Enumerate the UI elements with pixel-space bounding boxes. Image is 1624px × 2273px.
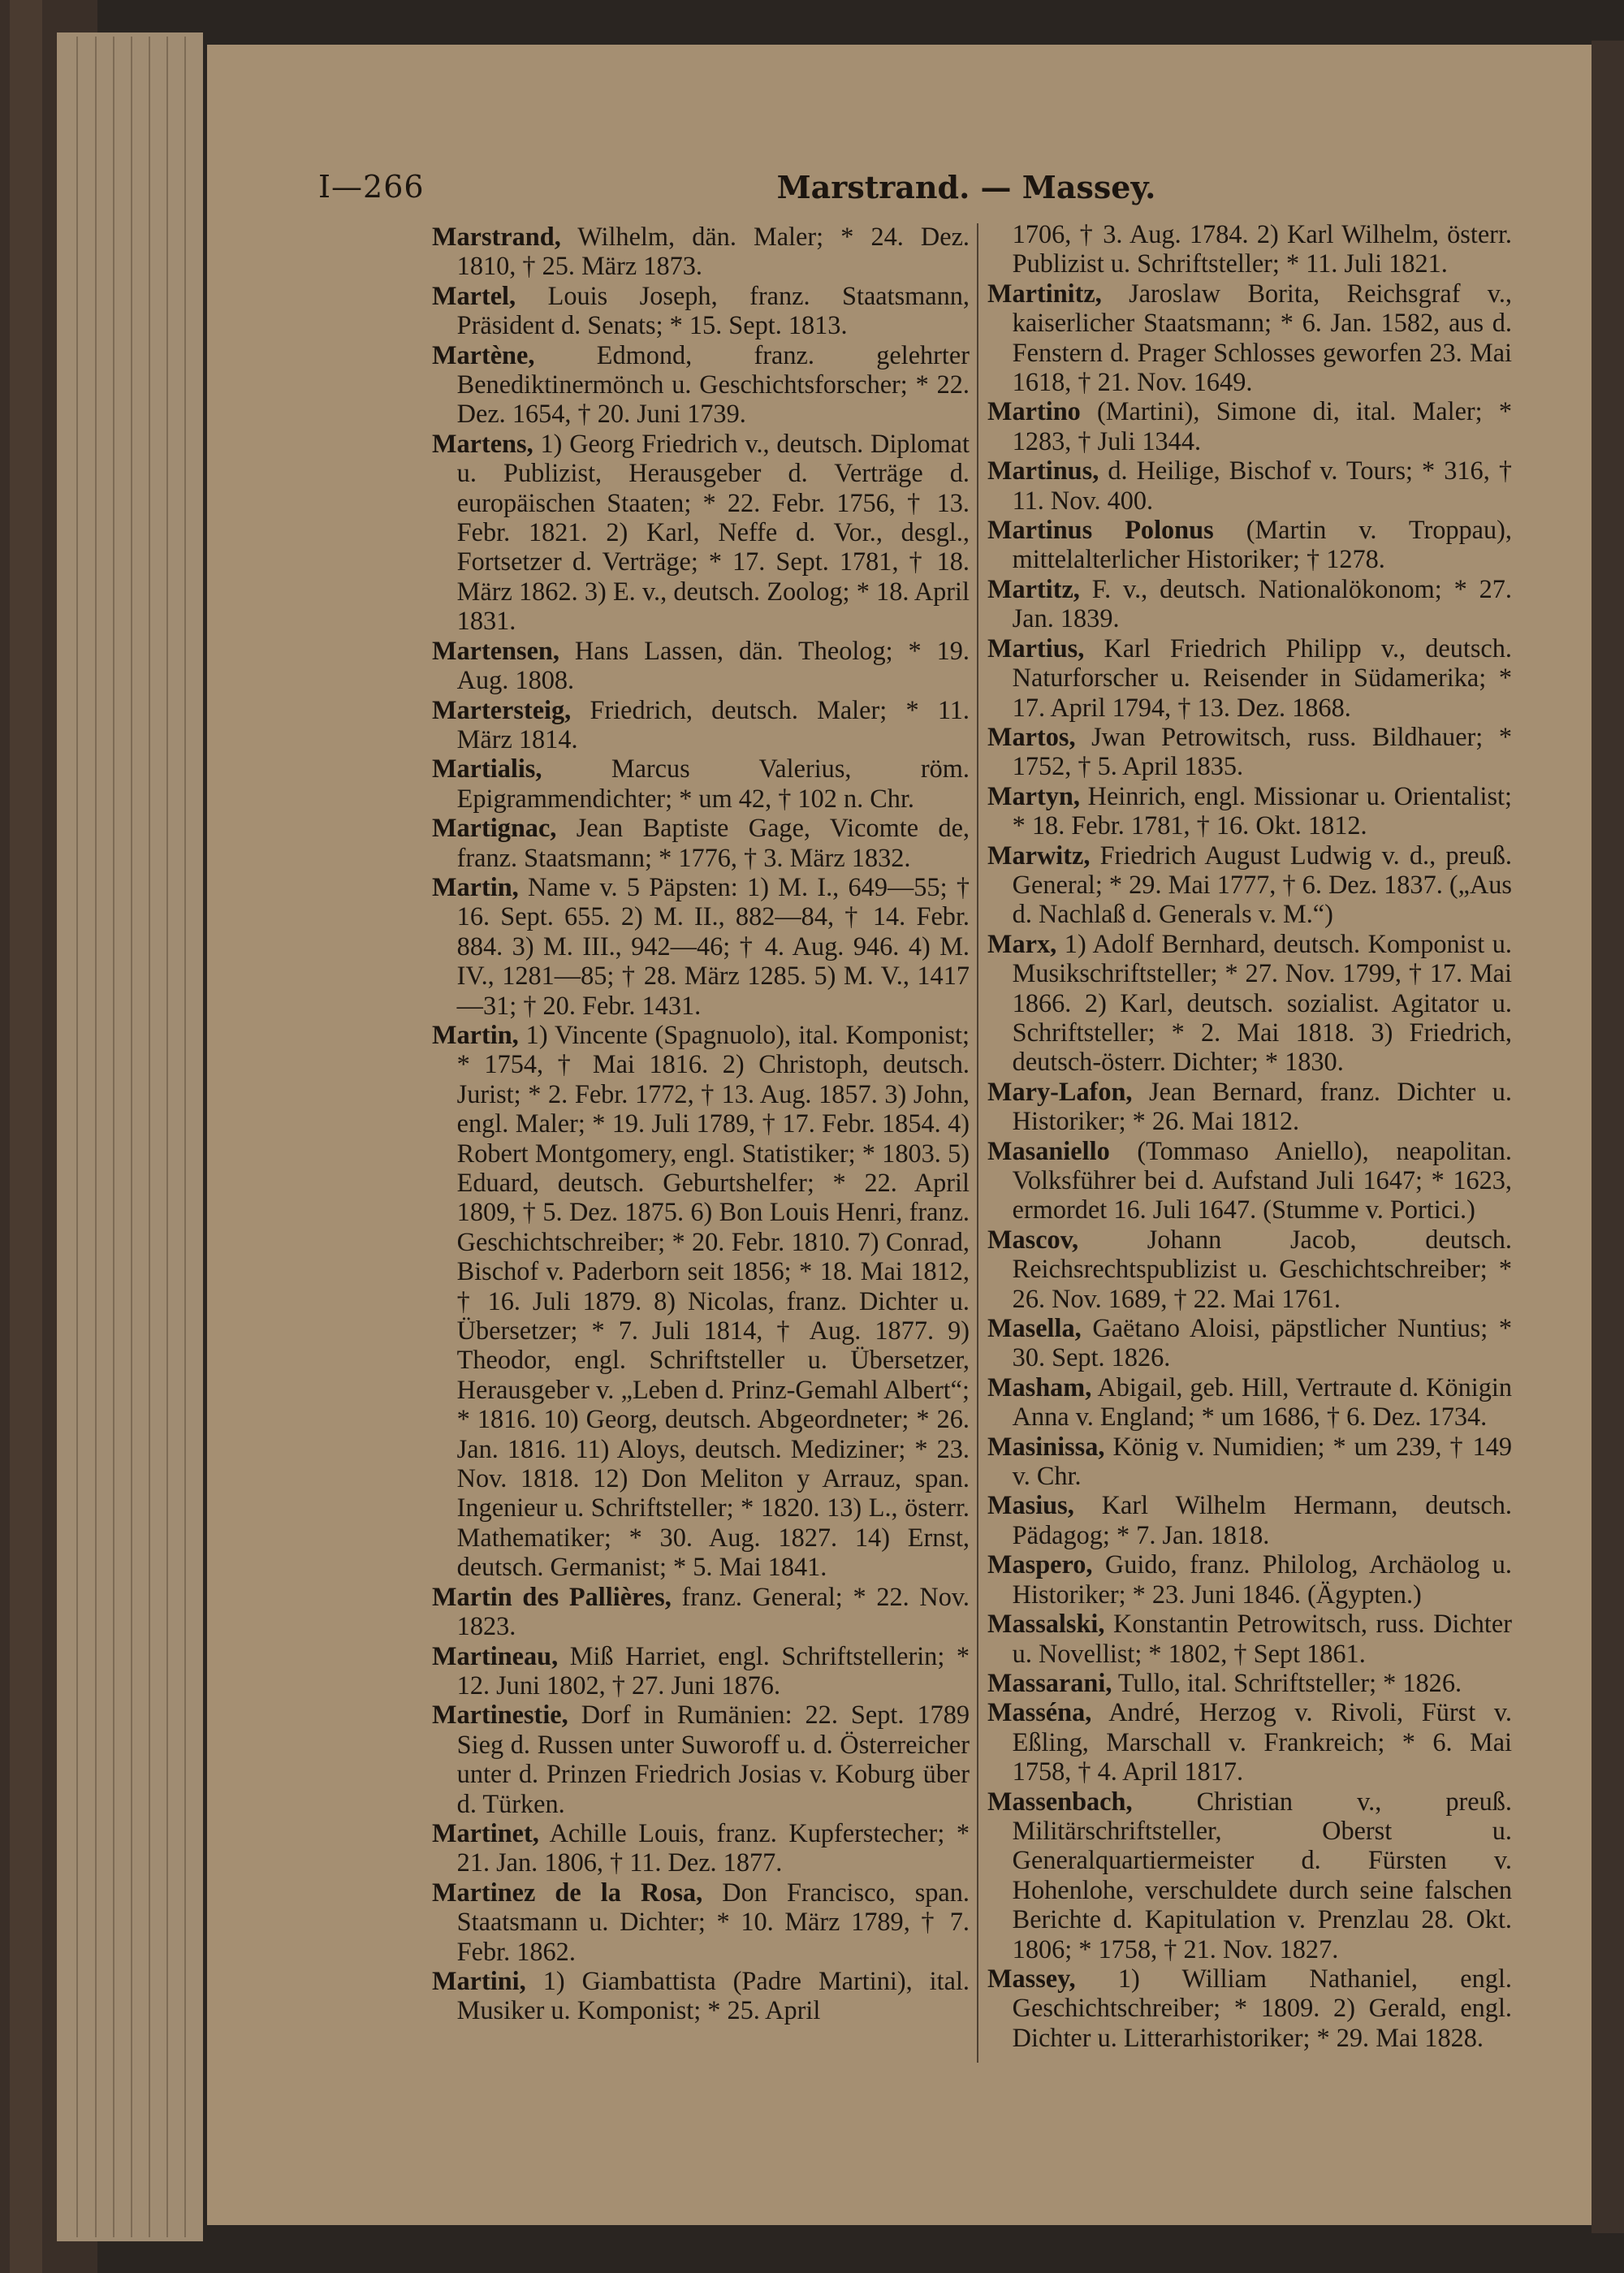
entry-headword: Martinet, (432, 1817, 539, 1847)
dictionary-entry (987, 456, 1512, 515)
entry-text: Name v. 5 Päpsten: 1) M. I., 649—55; † 16. Sept. 655. 2) M. II., 882—84, † 14. Febr. 884. 3) M. III., 942—46; † 4. Aug. 946. 4) M. IV., 1281—85; † 28. März 1285. 5) M. V., 1417—31; † 20. Febr. 1431. (456, 871, 970, 1020)
entry-text: Jwan Petrowitsch, russ. Bildhauer; * 1752, † 5. April 1835. (1012, 721, 1512, 781)
dictionary-entry (432, 1641, 970, 1700)
entry-headword: Martignac, (432, 813, 557, 843)
dictionary-entry (987, 722, 1512, 781)
entry-headword: Masséna, (987, 1697, 1092, 1727)
book-page (215, 47, 1600, 2223)
entry-text: (Martini), Simone di, ital. Maler; * 1283, † Juli 1344. (1012, 396, 1512, 456)
dictionary-entry (432, 754, 970, 813)
dictionary-entry (432, 1020, 970, 1582)
entry-text: Johann Jacob, deutsch. Reichsrechtspublizist u. Geschichtschreiber; * 26. Nov. 1689, † 22. Mai 1761. (1012, 1224, 1512, 1313)
entry-headword: Martinestie, (432, 1700, 568, 1730)
dictionary-entry (432, 813, 970, 872)
entry-headword: Martineau, (432, 1640, 559, 1670)
dictionary-entry (987, 1372, 1512, 1432)
entry-headword: Martino (987, 396, 1081, 426)
entry-headword: Masella, (987, 1313, 1082, 1343)
entry-text: Jean Baptiste Gage, Vicomte de, franz. Staatsmann; * 1776, † 3. März 1832. (456, 813, 970, 872)
dictionary-entry (987, 1313, 1512, 1372)
entry-text: Marcus Valerius, röm. Epigrammendichter; * um 42, † 102 n. Chr. (456, 754, 970, 813)
entry-text: Tullo, ital. Schriftsteller; * 1826. (1112, 1667, 1462, 1697)
dictionary-entry (987, 840, 1512, 929)
entry-text: Miß Harriet, engl. Schriftstellerin; * 12. Juni 1802, † 27. Juni 1876. (456, 1640, 970, 1700)
entry-headword: Martel, (432, 280, 516, 310)
dictionary-entry (987, 1077, 1512, 1136)
entry-text: franz. General; * 22. Nov. 1823. (456, 1581, 970, 1641)
entry-headword: Martinus, (987, 456, 1099, 486)
entry-headword: Masinissa, (987, 1431, 1105, 1461)
entry-text: Wilhelm, dän. Maler; * 24. Dez. 1810, † 25. März 1873. (456, 222, 970, 281)
page-number: I—266 (318, 169, 425, 205)
entry-text: Hans Lassen, dän. Theolog; * 19. Aug. 1808. (456, 635, 970, 695)
entry-headword: Masham, (987, 1372, 1092, 1402)
entry-headword: Martius, (987, 633, 1085, 663)
dictionary-entry (432, 695, 970, 754)
dictionary-entry (432, 429, 970, 636)
dictionary-entry (432, 1582, 970, 1641)
entry-text: 1) Adolf Bernhard, deutsch. Komponist u. Musikschriftsteller; * 27. Nov. 1799, † 17. Mai 1866. 2) Karl, deutsch. sozialist. Agitator u. Schriftsteller; * 2. Mai 1818. 3) Friedrich, deutsch-österr. Dichter; * 1830. (1012, 928, 1512, 1077)
entry-headword: Marwitz, (987, 840, 1091, 870)
entry-text: Jaroslaw Borita, Reichsgraf v., kaiserlicher Staatsmann; * 6. Jan. 1582, aus d. Fenstern d. Prager Schlosses geworfen 23. Mai 1618, † 21. Nov. 1649. (1012, 278, 1512, 397)
dictionary-entry (987, 279, 1512, 397)
entry-headword: Massey, (987, 1963, 1076, 1993)
dictionary-entry (987, 1697, 1512, 1786)
dictionary-entry (987, 1787, 1512, 1964)
entry-headword: Martersteig, (432, 694, 572, 724)
entry-text: 1) Georg Friedrich v., deutsch. Diplomat u. Publizist, Herausgeber d. Verträge d. europäischen Staaten; * 22. Febr. 1756, † 13. Febr. 1821. 2) Karl, Neffe d. Vor., desgl., Fortsetzer d. Verträge; * 17. Sept. 1781, † 18. März 1862. 3) E. v., deutsch. Zoolog; * 18. April 1831. (456, 428, 970, 636)
entry-text: Dorf in Rumänien: 22. Sept. 1789 Sieg d. Russen unter Suworoff u. d. Österreicher unter d. Prinzen Friedrich Josias v. Koburg über d. Türken. (456, 1700, 970, 1818)
dictionary-entry (432, 636, 970, 695)
dictionary-entry (987, 1432, 1512, 1491)
entry-text: Louis Joseph, franz. Staatsmann, Präsident d. Senats; * 15. Sept. 1813. (456, 280, 970, 340)
dictionary-entry (987, 396, 1512, 456)
column-divider (977, 223, 978, 2063)
entry-headword: Martos, (987, 721, 1076, 751)
entry-text: Guido, franz. Philolog, Archäolog u. Historiker; * 23. Juni 1846. (Ägypten.) (1012, 1549, 1512, 1609)
entry-text: Friedrich, deutsch. Maler; * 11. März 1814. (456, 694, 970, 754)
dictionary-entry (987, 781, 1512, 840)
entry-text: Edmond, franz. gelehrter Benediktinermönch u. Geschichtsforscher; * 22. Dez. 1654, † 20. Juni 1739. (456, 339, 970, 429)
entry-headword: Mary-Lafon, (987, 1076, 1133, 1106)
dictionary-entry (987, 1225, 1512, 1313)
entry-text: Don Francisco, span. Staatsmann u. Dichter; * 10. März 1789, † 7. Febr. 1862. (456, 1877, 970, 1966)
entry-headword: Marstrand, (432, 222, 561, 251)
entry-headword: Massarani, (987, 1667, 1112, 1697)
entry-headword: Mascov, (987, 1224, 1079, 1254)
entry-headword: Masaniello (987, 1135, 1110, 1165)
dictionary-entry (432, 340, 970, 429)
entry-headword: Martens, (432, 428, 533, 458)
entry-headword: Martialis, (432, 754, 542, 784)
dictionary-entry (987, 1609, 1512, 1668)
entry-headword: Martin, (432, 1019, 519, 1049)
entry-headword: Maspero, (987, 1549, 1093, 1579)
dictionary-entry (432, 872, 970, 1020)
dictionary-entry (987, 1136, 1512, 1225)
dictionary-entry (432, 1700, 970, 1818)
entry-text: André, Herzog v. Rivoli, Fürst v. Eßling, Marschall v. Frankreich; * 6. Mai 1758, † 4. April 1817. (1012, 1697, 1512, 1787)
dictionary-entry (987, 1964, 1512, 2052)
dictionary-entry (432, 1878, 970, 1966)
entry-text: Gaëtano Aloisi, päpstlicher Nuntius; * 30. Sept. 1826. (1012, 1313, 1512, 1372)
entry-text: Heinrich, engl. Missionar u. Orientalist; * 18. Febr. 1781, † 16. Okt. 1812. (1012, 780, 1512, 840)
entry-text: Karl Friedrich Philipp v., deutsch. Naturforscher u. Reisender in Südamerika; * 17. April 1794, † 13. Dez. 1868. (1012, 633, 1512, 722)
dictionary-entry (987, 515, 1512, 574)
entry-text: Abigail, geb. Hill, Vertraute d. Königin Anna v. England; * um 1686, † 6. Dez. 1734. (1012, 1372, 1512, 1432)
right-column (987, 219, 1512, 2052)
dictionary-entry (987, 574, 1512, 633)
dictionary-entry (987, 929, 1512, 1077)
entry-headword: Martinus Polonus (987, 515, 1214, 545)
dictionary-entry (432, 1818, 970, 1878)
dictionary-entry (987, 1490, 1512, 1549)
running-head (215, 169, 1600, 210)
entry-text: (Martin v. Troppau), mittelalterlicher Historiker; † 1278. (1012, 515, 1512, 574)
dictionary-entry (432, 1966, 970, 2025)
entry-text: König v. Numidien; * um 239, † 149 v. Chr. (1012, 1431, 1512, 1491)
entry-text: 1) Giambattista (Padre Martini), ital. Musiker u. Komponist; * 25. April (456, 1965, 970, 2025)
entry-headword: Martitz, (987, 573, 1080, 603)
entry-text: Achille Louis, franz. Kupferstecher; * 21. Jan. 1806, † 11. Dez. 1877. (456, 1817, 970, 1878)
left-column (432, 222, 970, 2025)
dictionary-entry (987, 633, 1512, 722)
entry-text: Christian v., preuß. Militärschriftsteller, Oberst u. Generalquartiermeister d. Fürsten v. Hohenlohe, verschuldete durch seine falschen Berichte d. Kapitulation v. Prenzlau 28. Okt. 1806; * 1758, † 21. Nov. 1827. (1012, 1786, 1512, 1964)
entry-text: Karl Wilhelm Hermann, deutsch. Pädagog; * 7. Jan. 1818. (1012, 1490, 1512, 1549)
entry-text: d. Heilige, Bischof v. Tours; * 316, † 11. Nov. 400. (1012, 456, 1512, 515)
entry-headword: Massenbach, (987, 1786, 1133, 1816)
entry-text: Konstantin Petrowitsch, russ. Dichter u. Novellist; * 1802, † Sept 1861. (1012, 1609, 1512, 1668)
entry-headword: Martinez de la Rosa, (432, 1877, 703, 1907)
entry-text: Friedrich August Ludwig v. d., preuß. General; * 29. Mai 1777, † 6. Dez. 1837. („Aus d. Nachlaß d. Generals v. M.“) (1012, 840, 1512, 929)
entry-text: 1) Vincente (Spagnuolo), ital. Komponist; * 1754, † Mai 1816. 2) Christoph, deutsch. Jurist; * 2. Febr. 1772, † 13. Aug. 1857. 3) John, engl. Maler; * 19. Juli 1789, † 17. Febr. 1854. 4) Robert Montgomery, engl. Statistiker; * 1803. 5) Eduard, deutsch. Geburtshelfer; * 22. April 1809, † 5. Dez. 1875. 6) Bon Louis Henri, franz. Geschichtschreiber; * 20. Febr. 1810. 7) Conrad, Bischof v. Paderborn seit 1856; * 18. Mai 1812, † 16. Juli 1879. 8) Nicolas, franz. Dichter u. Übersetzer; * 7. Juli 1814, † Aug. 1877. 9) Theodor, engl. Schriftsteller u. Übersetzer, Herausgeber v. „Leben d. Prinz-Gemahl Albert“; * 1816. 10) Georg, deutsch. Abgeordneter; * 26. Jan. 1816. 11) Aloys, deutsch. Mediziner; * 23. Nov. 1818. 12) Don Meliton y Arrauz, span. Ingenieur u. Schriftsteller; * 1820. 13) L., österr. Mathematiker; * 30. Aug. 1827. 14) Ernst, deutsch. Germanist; * 5. Mai 1841. (456, 1019, 970, 1582)
entry-headword: Martini, (432, 1965, 526, 1995)
entry-text: 1706, † 3. Aug. 1784. 2) Karl Wilhelm, österr. Publizist u. Schriftsteller; * 11. Juli 1821. (1012, 219, 1512, 279)
entry-headword: Marx, (987, 928, 1057, 958)
entry-text: 1) William Nathaniel, engl. Geschichtschreiber; * 1809. 2) Gerald, engl. Dichter u. Litterarhistoriker; * 29. Mai 1828. (1012, 1963, 1512, 2052)
entry-headword: Massalski, (987, 1609, 1105, 1639)
dictionary-entry (987, 1549, 1512, 1609)
running-title: Marstrand. — Massey. (776, 169, 1156, 205)
dictionary-entry (987, 219, 1512, 279)
entry-headword: Martensen, (432, 635, 559, 665)
entry-text: Jean Bernard, franz. Dichter u. Historiker; * 26. Mai 1812. (1012, 1076, 1512, 1136)
entry-headword: Martin, (432, 871, 519, 901)
dictionary-entry (432, 222, 970, 281)
dictionary-entry (432, 281, 970, 340)
entry-headword: Martène, (432, 339, 535, 369)
entry-headword: Martinitz, (987, 278, 1102, 308)
entry-text: (Tommaso Aniello), neapolitan. Volksführer bei d. Aufstand Juli 1647; * 1623, ermordet 16. Juli 1647. (Stumme v. Portici.) (1012, 1135, 1512, 1225)
entry-headword: Masius, (987, 1490, 1074, 1520)
entry-text: F. v., deutsch. Nationalökonom; * 27. Jan. 1839. (1012, 573, 1512, 633)
dictionary-entry (987, 1668, 1512, 1697)
entry-headword: Martyn, (987, 780, 1080, 810)
entry-headword: Martin des Pallières, (432, 1581, 672, 1611)
